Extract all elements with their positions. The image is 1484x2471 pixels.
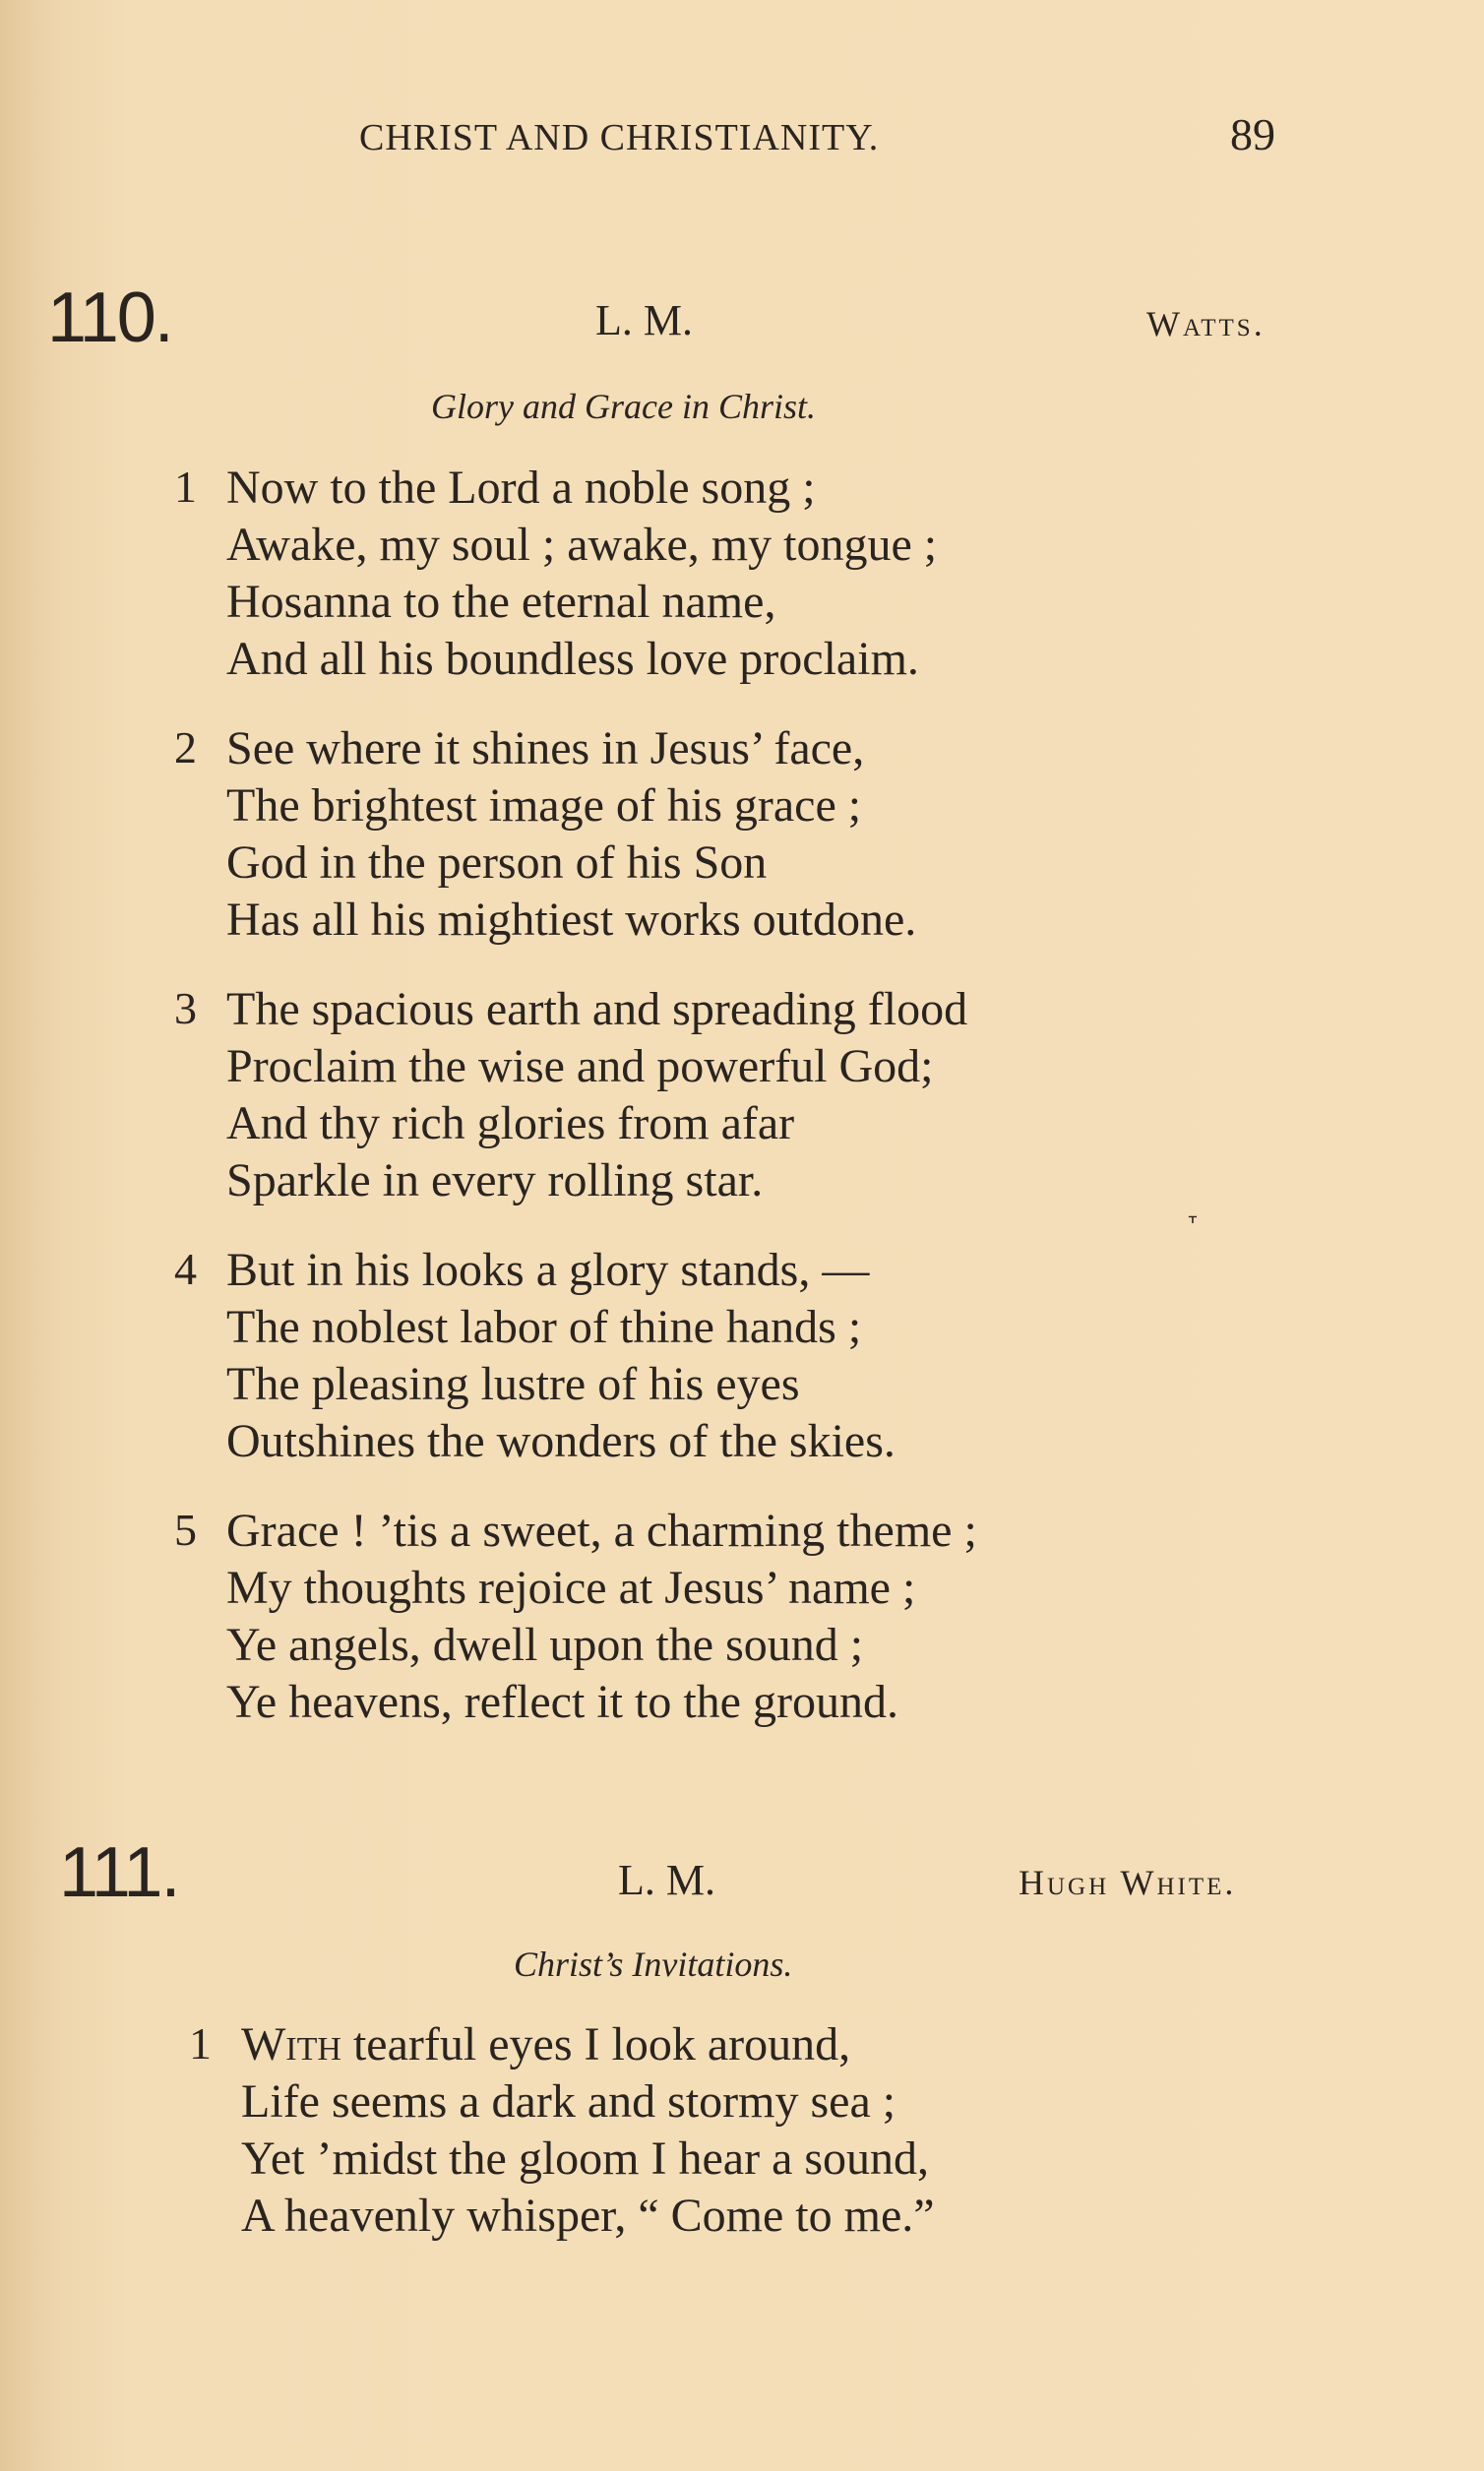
- verse-line: Now to the Lord a noble song ;: [226, 462, 816, 514]
- stanza-number: 4: [174, 1244, 197, 1294]
- verse-line: Has all his mightiest works outdone.: [226, 894, 917, 946]
- verse-line: The brightest image of his grace ;: [226, 779, 862, 832]
- verse-line: Grace ! ’tis a sweet, a charming theme ;: [226, 1505, 977, 1557]
- verse-line: Ye heavens, reflect it to the ground.: [226, 1676, 898, 1728]
- hymn-title: Glory and Grace in Christ.: [431, 387, 816, 426]
- verse-line: But in his looks a glory stands, —: [226, 1244, 870, 1296]
- stanza-number: 3: [174, 983, 197, 1033]
- page-number: 89: [1230, 109, 1275, 159]
- verse-line: The pleasing lustre of his eyes: [226, 1358, 800, 1410]
- verse-line: Proclaim the wise and powerful God;: [226, 1040, 934, 1092]
- verse-line: The spacious earth and spreading flood: [226, 983, 968, 1035]
- stanza-number: 5: [174, 1505, 197, 1555]
- stanza-number: 1: [189, 2018, 212, 2069]
- verse-line: And thy rich glories from afar: [226, 1097, 795, 1149]
- verse-line: And all his boundless love proclaim.: [226, 633, 919, 685]
- verse-line: [241, 2017, 850, 2071]
- hymn-meter: L. M.: [595, 296, 693, 344]
- hymn-author: Hugh White.: [1019, 1863, 1237, 1902]
- verse-line: The noblest labor of thine hands ;: [226, 1301, 862, 1353]
- running-title: CHRIST AND CHRISTIANITY.: [359, 117, 880, 158]
- hymn-meter: L. M.: [618, 1856, 715, 1904]
- verse-line: God in the person of his Son: [226, 836, 768, 889]
- verse-line: Hosanna to the eternal name,: [226, 576, 776, 628]
- verse-line: My thoughts rejoice at Jesus’ name ;: [226, 1562, 916, 1614]
- hymn-number: 110.: [47, 278, 172, 357]
- verse-line: Sparkle in every rolling star.: [226, 1154, 764, 1206]
- verse-line: Awake, my soul ; awake, my tongue ;: [226, 519, 938, 571]
- hymn-number: 111.: [59, 1833, 179, 1912]
- first-line-rest: tearful eyes I look around,: [340, 2018, 851, 2070]
- verse-line: Ye angels, dwell upon the sound ;: [226, 1619, 864, 1671]
- first-word: With: [241, 2018, 341, 2070]
- stanza-number: 2: [174, 722, 197, 772]
- verse-line: Yet ’midst the gloom I hear a sound,: [241, 2132, 930, 2185]
- verse-line: A heavenly whisper, “ Come to me.”: [241, 2190, 935, 2242]
- ink-mark: ᚁ: [1189, 1208, 1197, 1225]
- hymn-author: Watts.: [1146, 304, 1266, 343]
- verse-line: Life seems a dark and stormy sea ;: [241, 2075, 897, 2128]
- verse-line: See where it shines in Jesus’ face,: [226, 722, 865, 774]
- hymn-title: Christ’s Invitations.: [514, 1945, 793, 1984]
- stanza-number: 1: [174, 462, 197, 512]
- verse-line: Outshines the wonders of the skies.: [226, 1415, 896, 1467]
